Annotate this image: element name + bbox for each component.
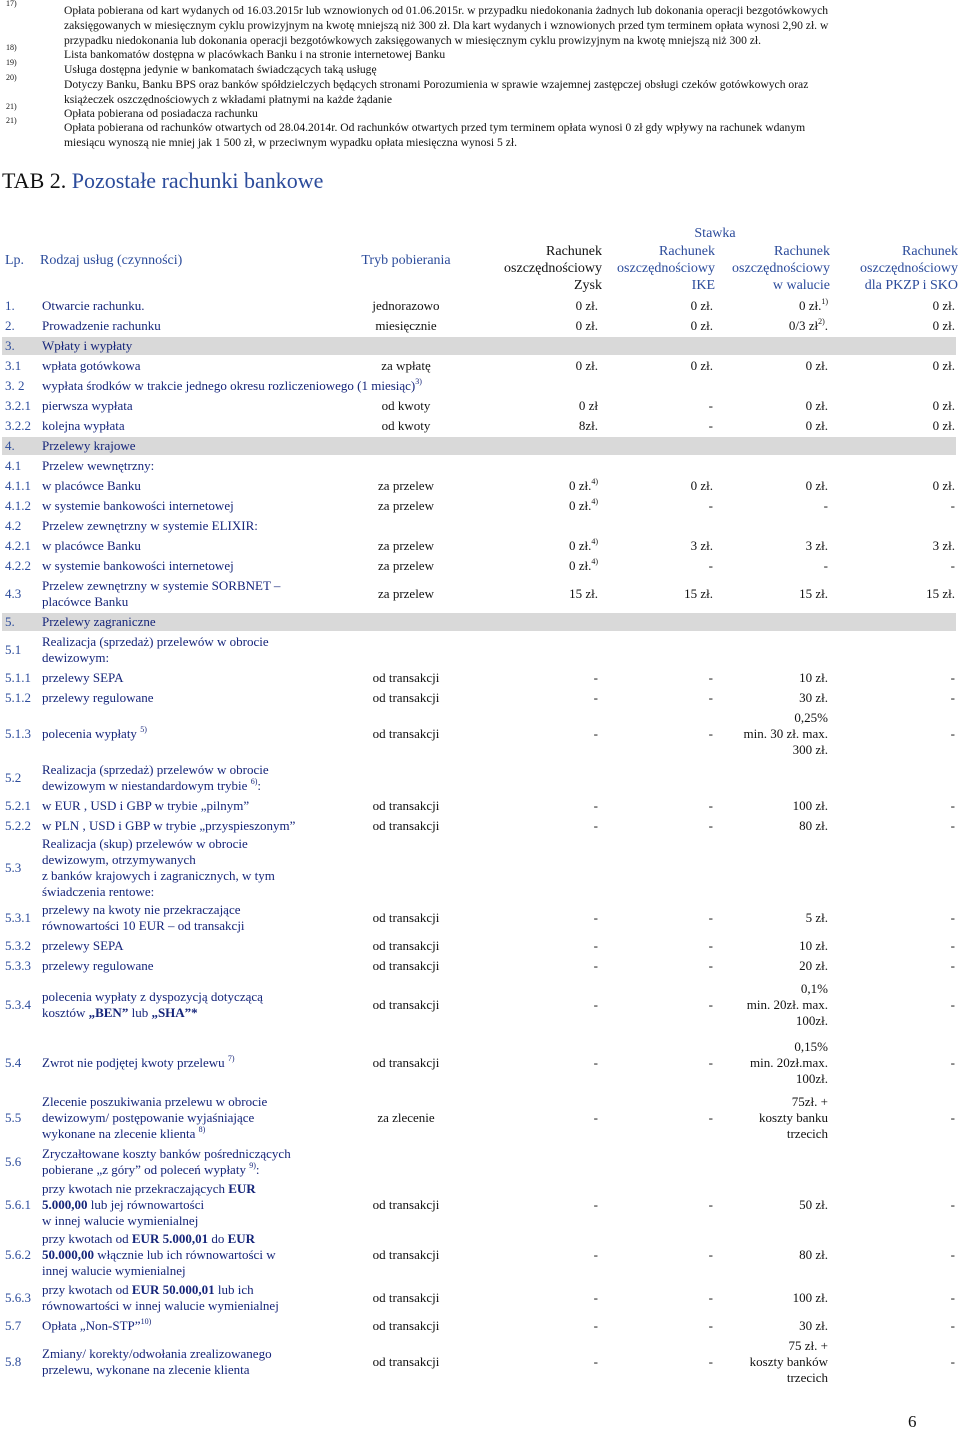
row-number: 5.6.1 xyxy=(5,1197,31,1212)
table-row xyxy=(0,496,960,516)
row-number: 5.1.1 xyxy=(5,670,31,685)
rate-pkzp: - xyxy=(950,1318,955,1333)
rate-pkzp: - xyxy=(950,1290,955,1305)
table-row xyxy=(0,376,960,396)
service-name: przy kwotach od EUR 50.000,01 lub ich równowartości w innej walucie wymienialnej xyxy=(42,1282,279,1313)
table-row xyxy=(0,1092,960,1144)
service-name: przelewy regulowane xyxy=(42,690,154,705)
rate-zysk: 0 zł.$^{4)}$ xyxy=(568,497,598,513)
rate-zysk: 0 zł.$^{4)}$ xyxy=(568,537,598,553)
row-number: 5.2.2 xyxy=(5,818,31,833)
table-row xyxy=(0,760,960,796)
service-name: Realizacja (skup) przelewów w obrocie dewizowym, otrzymywanych z banków krajowych i zagranicznych, w tym świadczenia rentowe: xyxy=(42,836,275,899)
rate-waluta: 30 zł. xyxy=(799,690,828,705)
heading-prefix: TAB 2. xyxy=(2,168,67,193)
row-number: 5.8 xyxy=(5,1354,22,1369)
header-rodzaj: Rodzaj usług (czynności) xyxy=(40,253,183,268)
service-name: Zryczałtowane koszty banków pośredniczących pobierane „z góry” od poleceń wypłaty $^{9)}$: xyxy=(42,1146,291,1177)
charge-mode: za zlecenie xyxy=(377,1110,435,1125)
rate-zysk: - xyxy=(593,958,598,973)
rate-waluta: 15 zł. xyxy=(799,586,828,601)
footnote-label: 21) xyxy=(6,102,17,111)
table-row xyxy=(0,316,960,336)
table-row xyxy=(0,516,960,536)
row-number: 5.1.2 xyxy=(5,690,31,705)
rate-zysk: 8zł. xyxy=(578,418,598,433)
rate-pkzp: 3 zł. xyxy=(932,538,955,553)
row-number: 5.3.1 xyxy=(5,910,31,925)
rate-ike: - xyxy=(708,726,713,741)
service-name: przy kwotach od EUR 5.000,01 do EUR 50.000,00 włącznie lub ich równowartości w innej walucie wymienialnej xyxy=(42,1231,276,1278)
charge-mode: za przelew xyxy=(378,538,434,553)
rate-waluta: 80 zł. xyxy=(799,818,828,833)
row-number: 5.1 xyxy=(5,642,22,657)
rate-ike: - xyxy=(708,418,713,433)
rate-waluta: 3 zł. xyxy=(805,538,828,553)
rate-pkzp: - xyxy=(950,1354,955,1369)
table-row xyxy=(0,1230,960,1280)
rate-ike: 0 zł. xyxy=(690,478,713,493)
table-row xyxy=(0,708,960,760)
header-col-pkzp: Rachunek oszczędnościowy dla PKZP i SKO xyxy=(860,244,958,293)
rate-ike: - xyxy=(708,1110,713,1125)
service-name: przelewy regulowane xyxy=(42,958,154,973)
rate-pkzp: - xyxy=(950,910,955,925)
service-name: Realizacja (sprzedaż) przelewów w obrocie dewizowym: xyxy=(42,634,269,665)
rate-zysk: - xyxy=(593,997,598,1012)
heading-title: Pozostałe rachunki bankowe xyxy=(71,168,324,193)
row-number: 5.6 xyxy=(5,1154,22,1169)
footnote-label: 17) xyxy=(6,0,17,8)
charge-mode: od kwoty xyxy=(381,398,431,413)
rate-zysk: - xyxy=(593,670,598,685)
service-name: w systemie bankowości internetowej xyxy=(42,558,234,573)
footnote-line: Usługa dostępna jedynie w bankomatach świadczących taką usługę xyxy=(64,63,377,76)
table-row xyxy=(0,816,960,836)
rate-zysk: - xyxy=(593,818,598,833)
rate-waluta: 50 zł. xyxy=(799,1197,828,1212)
service-name: Zwrot nie podjętej kwoty przelewu $^{7)}$ xyxy=(42,1054,235,1070)
row-number: 4.2.1 xyxy=(5,538,31,553)
service-name: pierwsza wypłata xyxy=(42,398,133,413)
charge-mode: od transakcji xyxy=(372,1354,440,1369)
service-name: wpłata gotówkowa xyxy=(42,358,141,373)
service-name: w placówce Banku xyxy=(42,478,141,493)
rate-ike: - xyxy=(708,958,713,973)
rate-ike: - xyxy=(708,938,713,953)
rate-waluta: 0,25% min. 30 zł. max. 300 zł. xyxy=(743,710,828,757)
service-name: Otwarcie rachunku. xyxy=(42,298,145,313)
charge-mode: za przelew xyxy=(378,586,434,601)
charge-mode: od transakcji xyxy=(372,798,440,813)
service-name: kolejna wypłata xyxy=(42,418,125,433)
row-number: 1. xyxy=(5,298,15,313)
service-name: Zlecenie poszukiwania przelewu w obrocie dewizowym/ postępowanie wyjaśniające wykonane na zlecenie klienta $^{8)}$ xyxy=(42,1094,268,1141)
rate-waluta: - xyxy=(823,498,828,513)
row-number: 3.2.2 xyxy=(5,418,31,433)
rate-waluta: 5 zł. xyxy=(805,910,828,925)
header-tryb: Tryb pobierania xyxy=(361,253,451,268)
row-number: 5. xyxy=(5,614,15,629)
charge-mode: za wpłatę xyxy=(381,358,431,373)
rate-ike: - xyxy=(708,398,713,413)
rate-zysk: - xyxy=(593,798,598,813)
table-row xyxy=(0,632,960,668)
rate-ike: - xyxy=(708,798,713,813)
rate-ike: - xyxy=(708,670,713,685)
rate-ike: - xyxy=(708,1247,713,1262)
table-row xyxy=(0,396,960,416)
rate-ike: - xyxy=(708,1318,713,1333)
service-name: w placówce Banku xyxy=(42,538,141,553)
rate-pkzp: - xyxy=(950,1197,955,1212)
rate-waluta: 100 zł. xyxy=(792,798,828,813)
rate-pkzp: 0 zł. xyxy=(932,478,955,493)
service-name: Przelewy krajowe xyxy=(42,438,136,453)
table-row xyxy=(0,1316,960,1336)
footnote-line: miesiącu wynoszą nie mniej jak 1 500 zł, w przeciwnym wypadku opłata miesięczna wynosi 5 zł. xyxy=(64,136,517,149)
rate-pkzp: - xyxy=(950,958,955,973)
charge-mode: od transakcji xyxy=(372,1318,440,1333)
rate-pkzp: - xyxy=(950,498,955,513)
charge-mode: za przelew xyxy=(378,478,434,493)
rate-zysk: - xyxy=(593,726,598,741)
rate-ike: - xyxy=(708,498,713,513)
rate-ike: - xyxy=(708,997,713,1012)
rate-pkzp: - xyxy=(950,798,955,813)
rate-zysk: 0 zł.$^{4)}$ xyxy=(568,557,598,573)
row-number: 5.3 xyxy=(5,860,22,875)
rate-waluta: 0/3 $zł^{2)}$. xyxy=(788,317,828,333)
rate-ike: - xyxy=(708,1197,713,1212)
row-number: 5.3.4 xyxy=(5,997,31,1012)
table-row xyxy=(0,1144,960,1180)
table-row xyxy=(0,668,960,688)
row-number: 3. xyxy=(5,338,15,353)
table-row xyxy=(0,1180,960,1230)
rate-zysk: - xyxy=(593,1110,598,1125)
service-name: Realizacja (sprzedaż) przelewów w obrocie dewizowym w niestandardowym trybie $^{6)}$: xyxy=(42,762,269,793)
charge-mode: od transakcji xyxy=(372,690,440,705)
row-number: 3.1 xyxy=(5,358,22,373)
page-number: 6 xyxy=(908,1412,917,1431)
charge-mode: od transakcji xyxy=(372,670,440,685)
table-row xyxy=(0,476,960,496)
row-number: 4.1.2 xyxy=(5,498,31,513)
rate-zysk: - xyxy=(593,1318,598,1333)
header-stawka: Stawka xyxy=(694,226,736,241)
footnote-label: 19) xyxy=(6,58,17,67)
rate-waluta: 80 zł. xyxy=(799,1247,828,1262)
service-name: polecenia wypłaty z dyspozycją dotyczącą kosztów „BEN” lub „SHA”* xyxy=(42,989,263,1020)
row-number: 5.3.2 xyxy=(5,938,31,953)
rate-pkzp: 0 zł. xyxy=(932,318,955,333)
rate-pkzp: - xyxy=(950,1110,955,1125)
rate-pkzp: 15 zł. xyxy=(926,586,955,601)
footnote-label: 18) xyxy=(6,43,17,52)
charge-mode: miesięcznie xyxy=(375,318,437,333)
charge-mode: za przelew xyxy=(378,558,434,573)
table-row xyxy=(0,576,960,612)
row-number: 5.2.1 xyxy=(5,798,31,813)
rate-waluta: 0,1% min. 20zł. max. 100zł. xyxy=(746,981,828,1028)
charge-mode: od transakcji xyxy=(372,910,440,925)
rate-zysk: 0 zł. xyxy=(575,298,598,313)
footnote-line: przypadku niedokonania lub dokonania operacji bezgotówkowych zaksięgowanych w miesięcznym cyklu prowizyjnym na kwotę mniejszą niż 300 zł. xyxy=(64,34,762,47)
service-name: przy kwotach nie przekraczających EUR 5.000,00 lub jej równowartości w innej walucie wymienialnej xyxy=(42,1181,256,1228)
row-number: 5.1.3 xyxy=(5,726,31,741)
rate-ike: - xyxy=(708,818,713,833)
footnote-line: Dotyczy Banku, Banku BPS oraz banków spółdzielczych będących stronami Porozumienia w sprawie wzajemnej zastępczej obsługi czeków gotówkowych oraz xyxy=(64,78,809,91)
table-header xyxy=(0,224,960,296)
footnote-line: Opłata pobierana od rachunków otwartych od 28.04.2014r. Od rachunków otwartych przed tym terminem opłata wynosi 0 zł gdy wpływy na rachunek wdanym xyxy=(64,121,806,134)
footnote-line: Opłata pobierana od kart wydanych od 16.03.2015r lub wznowionych od 01.06.2015r. w przypadku niedokonania żadnych lub dokonania operacji bezgotówkowych xyxy=(64,4,829,17)
service-name: Opłata „Non-STP”$^{10)}$ xyxy=(42,1317,152,1333)
service-name: przelewy SEPA xyxy=(42,938,124,953)
rate-zysk: - xyxy=(593,938,598,953)
rate-ike: - xyxy=(708,690,713,705)
table-row xyxy=(0,556,960,576)
rate-ike: - xyxy=(708,558,713,573)
row-number: 4.2 xyxy=(5,518,22,533)
rate-waluta: 0,15% min. 20zł.max. 100zł. xyxy=(750,1039,828,1086)
rate-ike: 15 zł. xyxy=(684,586,713,601)
table-row xyxy=(0,1034,960,1092)
table-row xyxy=(0,836,960,900)
row-number: 5.6.3 xyxy=(5,1290,31,1305)
service-name: w PLN , USD i GBP w trybie „przyspieszonym” xyxy=(42,818,296,833)
service-name: Prowadzenie rachunku xyxy=(42,318,161,333)
row-number: 5.3.3 xyxy=(5,958,31,973)
header-col-waluta: Rachunek oszczędnościowy w walucie xyxy=(732,244,830,293)
table-row xyxy=(0,956,960,976)
table-row xyxy=(0,536,960,556)
rate-zysk: - xyxy=(593,910,598,925)
rate-zysk: 0 zł xyxy=(578,398,598,413)
footnote-line: książeczek oszczędnościowych z wkładami płatnymi na każde żądanie xyxy=(64,93,393,106)
charge-mode: od transakcji xyxy=(372,997,440,1012)
row-number: 3.2.1 xyxy=(5,398,31,413)
rate-waluta: 100 zł. xyxy=(792,1290,828,1305)
table-row xyxy=(0,936,960,956)
rate-pkzp: 0 zł. xyxy=(932,418,955,433)
service-name: Przelew wewnętrzny: xyxy=(42,458,155,473)
rate-zysk: - xyxy=(593,1197,598,1212)
section-heading xyxy=(2,168,323,194)
charge-mode: od transakcji xyxy=(372,1247,440,1262)
row-number: 4.3 xyxy=(5,586,22,601)
rate-pkzp: - xyxy=(950,997,955,1012)
header-lp: Lp. xyxy=(5,253,25,268)
rate-pkzp: - xyxy=(950,818,955,833)
header-col-zysk: Rachunek oszczędnościowy Zysk xyxy=(504,244,602,293)
table-row xyxy=(0,436,960,456)
rate-ike: 0 zł. xyxy=(690,318,713,333)
table-row xyxy=(0,416,960,436)
table-row xyxy=(0,1280,960,1316)
rate-pkzp: 0 zł. xyxy=(932,298,955,313)
rate-zysk: 0 zł. xyxy=(575,358,598,373)
rate-ike: 0 zł. xyxy=(690,358,713,373)
rate-pkzp: - xyxy=(950,670,955,685)
row-number: 5.2 xyxy=(5,770,22,785)
rate-zysk: - xyxy=(593,1247,598,1262)
rate-ike: - xyxy=(708,910,713,925)
service-name: przelewy na kwoty nie przekraczające równowartości 10 EUR – od transakcji xyxy=(42,902,245,933)
rate-pkzp: - xyxy=(950,726,955,741)
rate-ike: - xyxy=(708,1290,713,1305)
row-number: 4. xyxy=(5,438,15,453)
rate-ike: - xyxy=(708,1055,713,1070)
rate-zysk: - xyxy=(593,1055,598,1070)
row-number: 5.4 xyxy=(5,1055,22,1070)
charge-mode: od transakcji xyxy=(372,1055,440,1070)
rate-pkzp: 0 zł. xyxy=(932,358,955,373)
table-row xyxy=(0,612,960,632)
table-row xyxy=(0,900,960,936)
table-row xyxy=(0,296,960,316)
rate-waluta: 10 zł. xyxy=(799,938,828,953)
rate-waluta: 0 zł. xyxy=(805,478,828,493)
rate-waluta: 20 zł. xyxy=(799,958,828,973)
charge-mode: za przelew xyxy=(378,498,434,513)
charge-mode: jednorazowo xyxy=(372,298,440,313)
rate-zysk: - xyxy=(593,690,598,705)
charge-mode: od transakcji xyxy=(372,958,440,973)
charge-mode: od transakcji xyxy=(372,938,440,953)
charge-mode: od transakcji xyxy=(372,818,440,833)
footnote-line: Lista bankomatów dostępna w placówkach Banku i na stronie internetowej Banku xyxy=(64,48,446,61)
table-row xyxy=(0,796,960,816)
row-number: 4.1 xyxy=(5,458,22,473)
charge-mode: od kwoty xyxy=(381,418,431,433)
service-name: Przelew zewnętrzny w systemie ELIXIR: xyxy=(42,518,258,533)
rate-waluta: - xyxy=(823,558,828,573)
table-row xyxy=(0,688,960,708)
table-row xyxy=(0,356,960,376)
footnote-line: zaksięgowanych w miesięcznym cyklu prowizyjnym na kwotę mniejszą niż 300 zł. Dla kart wydanych i wznowionych przed tym terminem opłata wynosi 2,90 zł. w xyxy=(64,19,829,32)
charge-mode: od transakcji xyxy=(372,1290,440,1305)
row-number: 3. 2 xyxy=(5,378,25,393)
row-number: 2. xyxy=(5,318,15,333)
rate-ike: 3 zł. xyxy=(690,538,713,553)
table-row xyxy=(0,336,960,356)
rate-pkzp: - xyxy=(950,1055,955,1070)
rate-waluta: 0 zł.$^{1)}$ xyxy=(798,297,828,313)
rate-waluta: 0 zł. xyxy=(805,398,828,413)
rate-pkzp: - xyxy=(950,690,955,705)
footnote-label: 21) xyxy=(6,116,17,125)
rate-waluta: 0 zł. xyxy=(805,358,828,373)
service-name: Przelew zewnętrzny w systemie SORBNET – placówce Banku xyxy=(42,578,281,609)
row-number: 5.5 xyxy=(5,1110,22,1125)
rate-pkzp: - xyxy=(950,938,955,953)
service-name: przelewy SEPA xyxy=(42,670,124,685)
charge-mode: od transakcji xyxy=(372,1197,440,1212)
footnote-label: 20) xyxy=(6,73,17,82)
rate-waluta: 75zł. + koszty banku trzecich xyxy=(759,1094,828,1141)
rate-waluta: 30 zł. xyxy=(799,1318,828,1333)
service-name: w systemie bankowości internetowej xyxy=(42,498,234,513)
service-name: Przelewy zagraniczne xyxy=(42,614,156,629)
rate-zysk: 0 zł.$^{4)}$ xyxy=(568,477,598,493)
service-name: w EUR , USD i GBP w trybie „pilnym” xyxy=(42,798,250,813)
rate-zysk: 15 zł. xyxy=(569,586,598,601)
rate-zysk: - xyxy=(593,1354,598,1369)
row-number: 5.6.2 xyxy=(5,1247,31,1262)
rate-waluta: 0 zł. xyxy=(805,418,828,433)
rate-waluta: 10 zł. xyxy=(799,670,828,685)
rate-ike: 0 zł. xyxy=(690,298,713,313)
service-name: Wpłaty i wypłaty xyxy=(42,338,133,353)
service-name: wypłata środków w trakcie jednego okresu rozliczeniowego (1 miesiąc)$^{3)}$ xyxy=(42,377,422,393)
table-row xyxy=(0,1336,960,1388)
header-col-ike: Rachunek oszczędnościowy IKE xyxy=(617,244,715,293)
row-number: 4.2.2 xyxy=(5,558,31,573)
row-number: 5.7 xyxy=(5,1318,22,1333)
charge-mode: od transakcji xyxy=(372,726,440,741)
rate-ike: - xyxy=(708,1354,713,1369)
footnote-line: Opłata pobierana od posiadacza rachunku xyxy=(64,107,258,120)
service-name: polecenia wypłaty $^{5)}$ xyxy=(42,725,147,741)
rate-zysk: 0 zł. xyxy=(575,318,598,333)
rate-zysk: - xyxy=(593,1290,598,1305)
service-name: Zmiany/ korekty/odwołania zrealizowanego przelewu, wykonane na zlecenie klienta xyxy=(42,1346,272,1377)
rate-pkzp: - xyxy=(950,1247,955,1262)
rate-waluta: 75 zł. + koszty banków trzecich xyxy=(749,1338,828,1385)
rate-pkzp: 0 zł. xyxy=(932,398,955,413)
table-row xyxy=(0,456,960,476)
row-number: 4.1.1 xyxy=(5,478,31,493)
rate-pkzp: - xyxy=(950,558,955,573)
table-row xyxy=(0,976,960,1034)
